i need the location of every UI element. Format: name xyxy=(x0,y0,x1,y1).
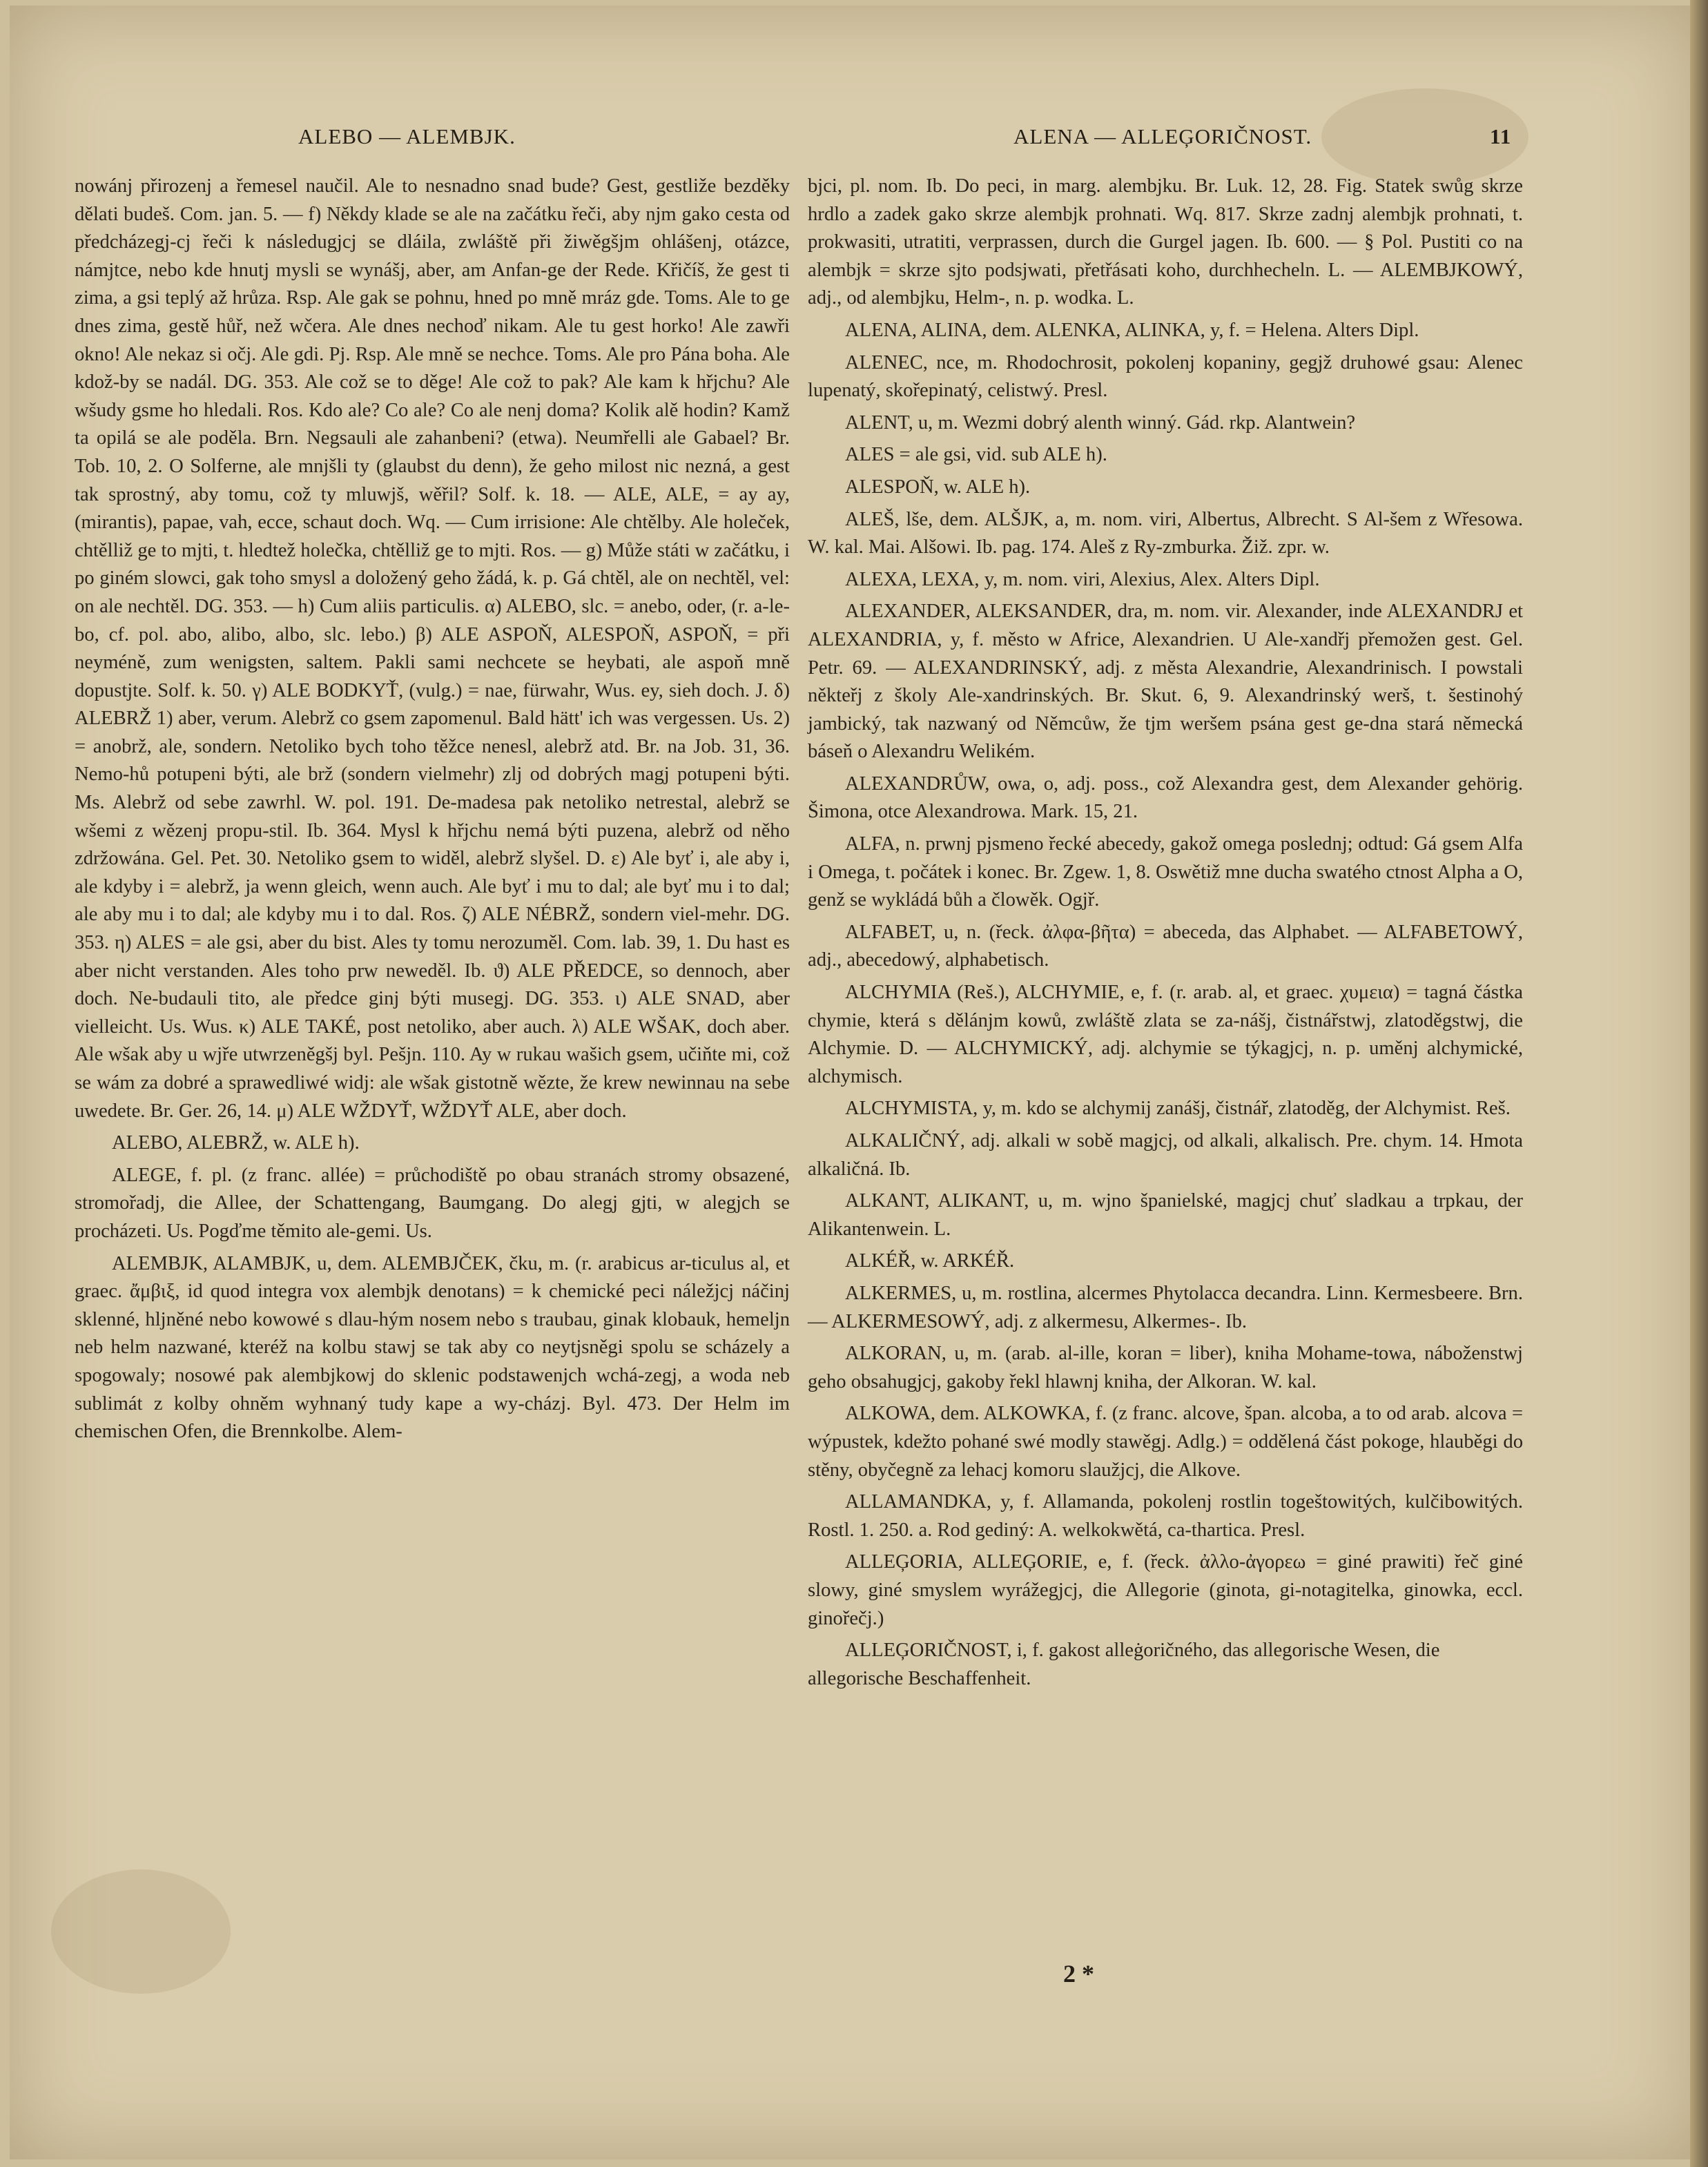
entry-alexander: ALEXANDER, ALEKSANDER, dra, m. nom. vir. Alexander, inde ALEXANDRJ et ALEXANDRIA, y, f. město w Africe, Alexandrien. U Ale-xandřj přemožen gest. Gel. Petr. 69. — ALEXANDRINSKÝ, adj. z města Alexandrie, Alexandrinisch. I powstali někteřj z školy Ale-xandrinských. Br. Skut. 6, 9. Alexandrinský werš, t. šestinohý jambický, tak nazwaný od Němcůw, že tjm weršem psána gest ge-dna stará německá báseň o Alexandru Welikém. xyxy=(808,601,1523,763)
entry-alena: ALENA, ALINA, dem. ALENKA, ALINKA, y, f. = Helena. Alters Dipl. xyxy=(845,319,1419,341)
right-column xyxy=(808,173,1523,1697)
page-number: 11 xyxy=(1490,124,1512,148)
signature-mark: 2 * xyxy=(1063,1960,1094,1988)
entry-alexandruw: ALEXANDRŮW, owa, o, adj. poss., což Alexandra gest, dem Alexander gehörig. Šimona, otce Alexandrowa. Mark. 15, 21. xyxy=(808,772,1523,823)
left-column xyxy=(75,173,790,1450)
entry-allegoricnost: ALLEĢORIČNOST, i, f. gakost alleġoričného, das allegorische Wesen, die allegorische Beschaffenheit. xyxy=(808,1640,1440,1689)
paper-stain xyxy=(51,1869,231,1994)
entry-alfabet: ALFABET, u, n. (řeck. ἀλφα-βῆτα) = abeceda, das Alphabet. — ALFABETOWÝ, adj., abecedowý, alphabetisch. xyxy=(808,921,1523,971)
entry-alfa: ALFA, n. prwnj pjsmeno řecké abecedy, gakož omega poslednj; odtud: Gá gsem Alfa i Omega, t. počátek i konec. Br. Zgew. 1, 8. Oswětiž mne ducha swatého ctnost Alpha a O, genž se wykládá bůh a člowěk. Ogjř. xyxy=(808,833,1523,911)
entry-allegoria: ALLEĢORIA, ALLEĢORIE, e, f. (řeck. ἀλλο-ἀγορεω = giné prawiti) řeč giné slowy, giné smyslem wyrážegjcj, die Allegorie (ginota, gi-notagitelka, ginowka, eccl. ginořečj.) xyxy=(808,1551,1523,1629)
entry-alkowa: ALKOWA, dem. ALKOWKA, f. (z franc. alcove, špan. alcoba, a to od arab. alcova = wýpustek, kdežto pohané swé modly stawěgj. Adlg.) = oddělená část pokoge, hlauběgi do stěny, obyčegně za lehacj komoru slaužjcj, die Alkove. xyxy=(808,1403,1523,1481)
entry-text: bjci, pl. nom. Ib. Do peci, in marg. alembjku. Br. Luk. 12, 28. Fig. Statek swůg skrze hrdlo a zadek gako skrze alembjk prohnati. Wq. 817. Skrze zadnj alembjk prohnati, t. prokwasiti, utratiti, verprassen, durch die Gurgel jagen. Ib. 600. — § Pol. Pustiti co na alembjk = skrze sjto podsjwati, přetřásati koho, durchhecheln. L. — ALEMBJKOWÝ, adj., od alembjku, Helm-, n. p. wodka. L. xyxy=(808,175,1523,309)
entry-alkermes: ALKERMES, u, m. rostlina, alcermes Phytolacca decandra. Linn. Kermesbeere. Brn. — ALKERMESOWÝ, adj. z alkermesu, Alkermes-. Ib. xyxy=(808,1282,1523,1332)
entry-text: nowánj přirozenj a řemesel naučil. Ale to nesnadno snad bude? Gest, gestliže bezděky dělati budeš. Com. jan. 5. — f) Někdy klade se ale na začátku řeči, aby njm gako cesta od předcházegj-cj řeči k následugjcj se dláila, zwláště při žiwěgšjm ohlášenj, otázce, námjtce, nebo kde hnutj mysli se wynášj, aber, am Anfan-ge der Rede. Křičíš, že gest ti zima, a gsi teplý až hrůza. Rsp. Ale gak se pohnu, hned po mně mráz gde. Toms. Ale to ge dnes zima, gestě hůř, než wčera. Ale dnes nechoď nikam. Ale tu gest horko! Ale zawři okno! Ale nekaz si očj. Ale gdi. Pj. Rsp. Ale mně se nechce. Toms. Ale pro Pána boha. Ale kdož-by se nadál. DG. 353. Ale což se to děge! Ale což to pak? Ale kam k hřjchu? Ale wšudy gsme ho hledali. Ros. Kdo ale? Co ale? Co ale nenj doma? Kolik alě hodin? Kamž ta opilá se ale poděla. Brn. Negsauli ale zahanbeni? (etwa). Neumřelli ale Gabael? Br. Tob. 10, 2. O Solferne, ale mnjšli ty (glaubst du denn), že geho milost nic nezná, a gest tak sprostný, aby tomu, což ty mluwjš, wěřil? Solf. k. 18. — ALE, ALE, = ay ay, (mirantis), papae, vah, ecce, schaut doch. Wq. — Cum irrisione: Ale chtělby. Ale holeček, chtělliž ge to mjti, t. hledtež holečka, chtělliž ge to mjti. Ros. — g) Může státi w začátku, i po giném slowci, gak toho smysl a doložený geho žádá, k. p. Gá chtěl, ale on nechtěl, vel: on ale nechtěl. DG. 353. — h) Cum aliis particulis. α) ALEBO, slc. = anebo, oder, (r. a-le-bo, cf. pol. abo, alibo, albo, slc. lebo.) β) ALE ASPOŇ, ALESPOŇ, ASPOŇ, = při neyméně, zum wenigsten, saltem. Pakli sami nechcete se heybati, ale aspoň mně dopustjte. Solf. k. 50. γ) ALE BODKYŤ, (vulg.) = nae, fürwahr, Wus. ey, sieh doch. J. δ) ALEBRŽ 1) aber, verum. Alebrž co gsem zapomenul. Bald hätt' ich was vergessen. Us. 2) = anobrž, ale, sondern. Netoliko bych toho těžce nenesl, alebrž atd. Br. na Job. 31, 36. Nemo-hů potupeni býti, ale brž (sondern vielmehr) zlj od dobrých magj potupeni býti. Ms. Alebrž od sebe zawrhl. W. pol. 191. De-madesa pak netoliko netrestal, alebrž se wšemi z wězenj propu-stil. Ib. 364. Mysl k hřjchu nemá býti puzena, alebrž od něho zdržowána. Gel. Pet. 30. Netoliko gsem to widěl, alebrž slyšel. D. ε) Ale byť i, ale aby i, ale kdyby i = alebrž, ja wenn gleich, wenn auch. Ale byť i mu to dal; ale byť mu i to dal; ale aby mu i to dal; ale kdyby mu i to dal. Ros. ζ) ALE NÉBRŽ, sondern viel-mehr. DG. 353. η) ALES = ale gsi, aber du bist. Ales ty tomu nerozuměl. Com. lab. 39, 1. Du hast es aber nicht verstanden. Ales toho prw neweděl. Ib. ϑ) ALE PŘEDCE, so dennoch, aber doch. Ne-budauli tito, ale předce ginj býti musegj. DG. 353. ι) ALE SNAD, aber vielleicht. Us. Wus. κ) ALE TAKÉ, post netoliko, aber auch. λ) ALE WŠAK, doch aber. Ale wšak aby u wjře utwrzeněgšj byl. Pešjn. 110. Ay w rukau wašich gsem, učiňte mi, což se wám za dobré a sprawedliwé widj: ale wšak gistotně wězte, že krew newinnau na sebe uwedete. Br. Ger. 26, 14. μ) ALE WŽDYŤ, WŽDYŤ ALE, aber doch. xyxy=(75,175,790,1122)
entry-alexa: ALEXA, LEXA, y, m. nom. viri, Alexius, Alex. Alters Dipl. xyxy=(845,568,1320,590)
entry-alent: ALENT, u, m. Wezmi dobrý alenth winný. Gád. rkp. Alantwein? xyxy=(845,411,1356,434)
entry-allamandka: ALLAMANDKA, y, f. Allamanda, pokolenj rostlin togeštowitých, kulčibowitých. Rostl. 1. 250. a. Rod gediný: A. welkokwětá, ca-thartica. Presl. xyxy=(808,1491,1523,1541)
entry-alespon: ALESPOŇ, w. ALE h). xyxy=(845,476,1031,498)
entry-ales-nom: ALEŠ, lše, dem. ALŠJK, a, m. nom. viri, Albertus, Albrecht. S Al-šem z Wřesowa. W. kal. Mai. Alšowi. Ib. pag. 174. Aleš z Ry-zmburka. Žiž. zpr. w. xyxy=(808,508,1523,558)
entry-alege: ALEGE, f. pl. (z franc. allée) = průchodiště po obau stranách stromy obsazené, stromořadj, die Allee, der Schattengang, Baumgang. Do alegj gjti, w alegjch se procházeti. Us. Pogďme těmito ale-gemi. Us. xyxy=(75,1164,790,1242)
entry-alker: ALKÉŘ, w. ARKÉŘ. xyxy=(845,1250,1015,1272)
running-head-left: ALEBO — ALEMBJK. xyxy=(298,124,516,148)
entry-alkant: ALKANT, ALIKANT, u, m. wjno španielské, magjcj chuť sladkau a trpkau, der Alikantenwein. L. xyxy=(808,1190,1523,1240)
entry-alchymia: ALCHYMIA (Reš.), ALCHYMIE, e, f. (r. arab. al, et graec. χυμεια) = tagná částka chymie, která s dělánjm kowů, zwláště zlata se za-nášj, čistnářstwj, zlatoděgstwj, die Alchymie. D. — ALCHYMICKÝ, adj. alchymie se týkagjcj, n. p. uměnj alchymické, alchymisch. xyxy=(808,982,1523,1087)
entry-alebo: ALEBO, ALEBRŽ, w. ALE h). xyxy=(112,1132,360,1154)
entry-alkalicny: ALKALIČNÝ, adj. alkali w sobě magjcj, od alkali, alkalisch. Pre. chym. 14. Hmota alkaličná. Ib. xyxy=(808,1130,1523,1180)
entry-alembjk: ALEMBJK, ALAMBJK, u, dem. ALEMBJČEK, čku, m. (r. arabicus ar-ticulus al, et graec. ἄμβιξ, id quod integra vox alembjk denotans) = k chemické peci náležjcj náčinj sklenné, hljněné nebo kowowé s dlau-hým nosem nebo s traubau, ginak klobauk, hemeljn neb helm nazwané, kteréž na kolbu stawj se tak aby co neytjsněgi spolu se scházely a spogowaly; nosowé pak alembjkowj do sklenic podstawenjch wchá-zegj, a woda neb sublimát z kolby ohněm wyhnaný tudy kape a wy-cházj. Byl. 473. Der Helm im chemischen Ofen, die Brennkolbe. Alem- xyxy=(75,1252,790,1443)
entry-alenec: ALENEC, nce, m. Rhodochrosit, pokolenj kopaniny, gegjž druhowé gsau: Alenec lupenatý, skořepinatý, celistwý. Presl. xyxy=(808,351,1523,402)
entry-alchymista: ALCHYMISTA, y, m. kdo se alchymij zanášj, čistnář, zlatoděg, der Alchymist. Reš. xyxy=(845,1098,1511,1120)
running-head-right: ALENA — ALLEĢORIČNOST. xyxy=(1013,124,1312,148)
entry-alkoran: ALKORAN, u, m. (arab. al-ille, koran = liber), kniha Mohame-towa, náboženstwj geho obsahugjcj, gakoby řekl hlawnj kniha, der Alkoran. W. kal. xyxy=(808,1343,1523,1392)
entry-ales: ALES = ale gsi, vid. sub ALE h). xyxy=(845,444,1107,466)
page-edge xyxy=(1690,0,1708,2167)
